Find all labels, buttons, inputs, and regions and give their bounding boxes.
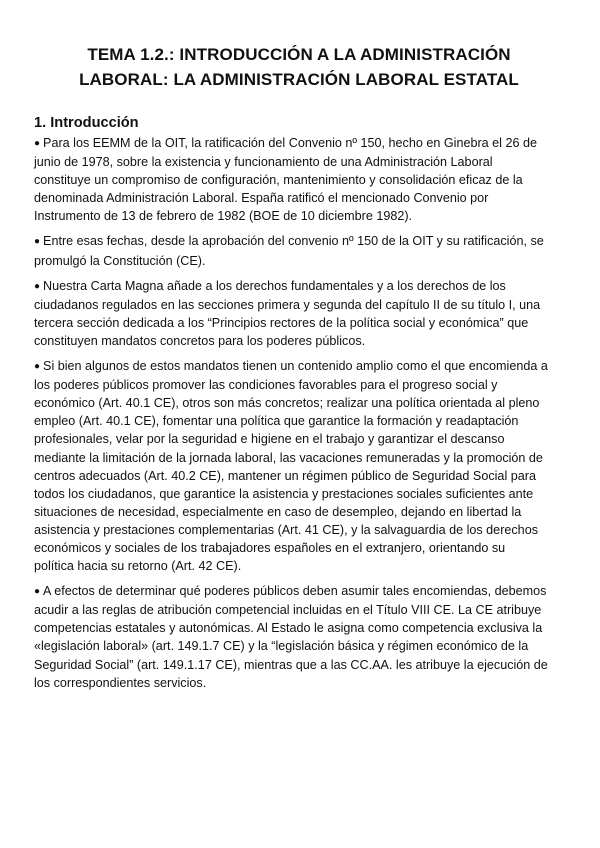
bullet-icon: ● [34,586,41,598]
bullet-icon: ● [34,361,41,373]
paragraph-text: A efectos de determinar qué poderes públicos deben asumir tales encomiendas, debemos acudir a las reglas de atribución competencial incluidas en el Título VIII CE. La CE atribuye competencias estatales y autonómicas. Al Estado le asigna como competencia exclusiva la «legislación laboral» (art. 149.1.7 CE) y la “legislación básica y régimen económico de la Seguridad Social” (art. 149.1.17 CE), mientras que a las CC.AA. les atribuye la ejecución de los correspondientes servicios. [34,584,548,690]
bullet-icon: ● [34,236,41,248]
paragraph-text: Para los EEMM de la OIT, la ratificación del Convenio nº 150, hecho en Ginebra el 26 de junio de 1978, sobre la existencia y funcionamiento de una Administración Laboral constituye un compromiso de configuración, mantenimiento y consolidación eficaz de la denominada Administración Laboral. España ratificó el mencionado Convenio por Instrumento de 13 de febrero de 1982 (BOE de 10 diciembre 1982). [34,136,537,224]
title-line-1: TEMA 1.2.: INTRODUCCIÓN A LA ADMINISTRACIÓN [87,45,511,64]
paragraph [34,134,548,225]
paragraph [34,232,548,269]
paragraph-list [34,134,548,692]
paragraph [34,357,548,575]
paragraph [34,582,548,692]
paragraph-text: Si bien algunos de estos mandatos tienen un contenido amplio como el que encomienda a los poderes públicos promover las condiciones favorables para el progreso social y económico (Art. 40.1 CE), otros son más concretos; realizar una política orientada al pleno empleo (Art. 40.1 CE), fomentar una política que garantice la formación y readaptación profesionales, velar por la seguridad e higiene en el trabajo y garantizar el descanso mediante la limitación de la jornada laboral, las vacaciones remuneradas y la promoción de centros adecuados (Art. 40.2 CE), mantener un régimen público de Seguridad Social para todos los ciudadanos, que garantice la asistencia y prestaciones sociales suficientes ante situaciones de necesidad, especialmente en caso de desempleo, dejando en libertad la asistencia y prestaciones complementarias (Art. 41 CE), y la salvaguardia de los derechos económicos y sociales de los trabajadores españoles en el extranjero, orientando su política hacia su retorno (Art. 42 CE). [34,359,548,574]
section-heading: 1. Introducción [34,115,139,131]
title-line-2: LABORAL: LA ADMINISTRACIÓN LABORAL ESTATAL [79,70,519,89]
paragraph [34,277,548,350]
bullet-icon: ● [34,280,41,292]
paragraph-text: Nuestra Carta Magna añade a los derechos fundamentales y a los derechos de los ciudadanos regulados en las secciones primera y segunda del capítulo II de su título I, una tercera sección dedicada a los “Principios rectores de la política social y económica” que constituyen mandatos concretos para los poderes públicos. [34,278,541,348]
bullet-icon: ● [34,138,41,149]
page-title [34,0,548,92]
paragraph-text: Entre esas fechas, desde la aprobación del convenio nº 150 de la OIT y su ratificación, se promulgó la Constitución (CE). [34,234,544,268]
